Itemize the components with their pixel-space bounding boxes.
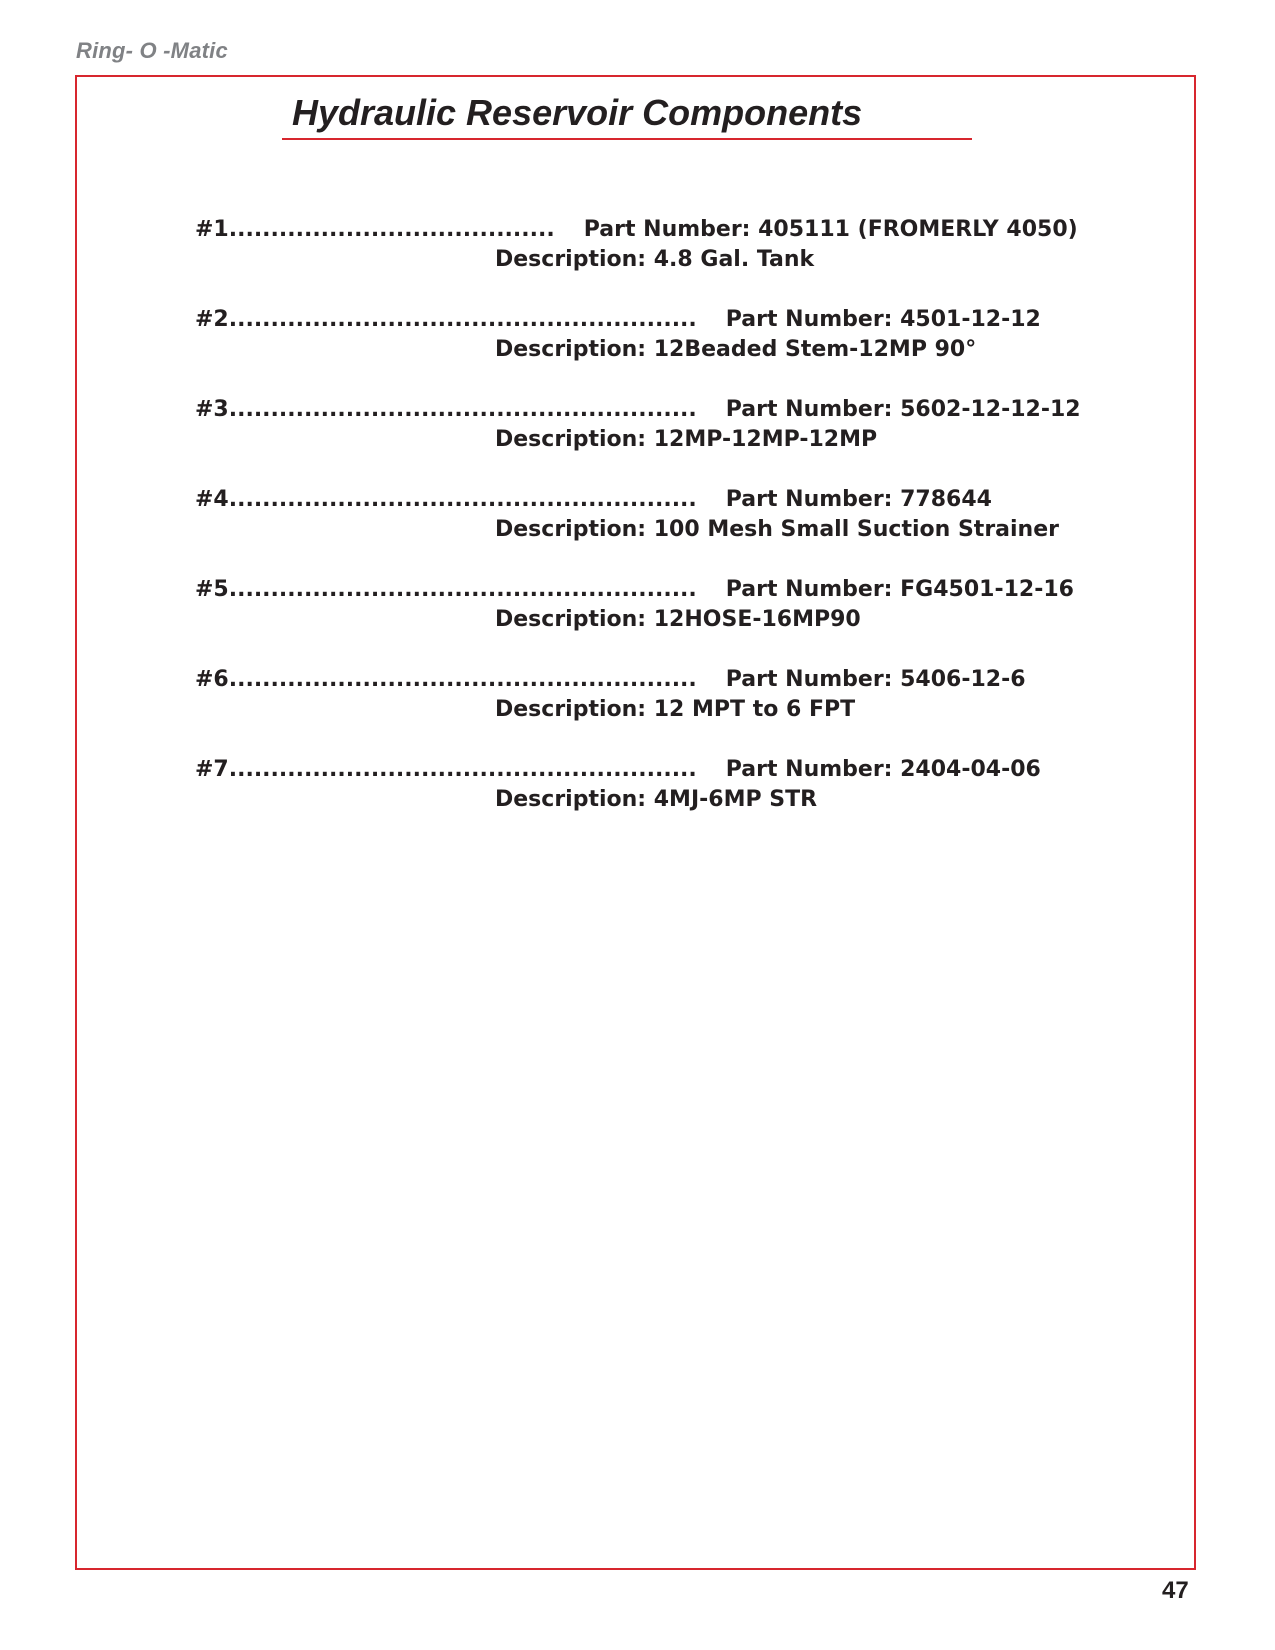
part-item-4 <box>195 486 1155 546</box>
part-description: Description: 12Beaded Stem-12MP 90° <box>495 337 977 362</box>
part-number: Part Number: 4501-12-12 <box>725 307 1041 332</box>
part-description: Description: 4MJ-6MP STR <box>495 787 818 812</box>
item-number: #4 <box>195 487 229 512</box>
item-number: #2 <box>195 307 229 332</box>
part-number: Part Number: 5406-12-6 <box>725 667 1026 692</box>
part-item-7 <box>195 756 1155 816</box>
leader-dots: ........................................................ <box>228 307 697 332</box>
leader-dots: ........................................................ <box>228 487 697 512</box>
page-number: 47 <box>1162 1577 1189 1604</box>
item-number: #3 <box>195 397 229 422</box>
leader-dots: ....................................... <box>228 217 555 242</box>
part-item-3 <box>195 396 1155 456</box>
part-description: Description: 4.8 Gal. Tank <box>495 247 815 272</box>
part-description: Description: 12 MPT to 6 FPT <box>495 697 856 722</box>
part-number: Part Number: 405111 (FROMERLY 4050) <box>583 217 1078 242</box>
part-item-2 <box>195 306 1155 366</box>
item-number: #1 <box>195 217 229 242</box>
part-number: Part Number: FG4501-12-16 <box>725 577 1074 602</box>
brand-header: Ring- O -Matic <box>76 38 228 63</box>
part-item-1 <box>195 216 1155 276</box>
part-item-5 <box>195 576 1155 636</box>
item-number: #6 <box>195 667 229 692</box>
part-description: Description: 12MP-12MP-12MP <box>495 427 878 452</box>
part-number: Part Number: 5602-12-12-12 <box>725 397 1081 422</box>
title-underline <box>282 92 972 140</box>
part-number: Part Number: 2404-04-06 <box>725 757 1041 782</box>
leader-dots: ........................................................ <box>228 577 697 602</box>
leader-dots: ........................................................ <box>228 667 697 692</box>
leader-dots: ........................................................ <box>228 757 697 782</box>
part-number: Part Number: 778644 <box>725 487 992 512</box>
part-item-6 <box>195 666 1155 726</box>
leader-dots: ........................................................ <box>228 397 697 422</box>
item-number: #7 <box>195 757 229 782</box>
part-description: Description: 12HOSE-16MP90 <box>495 607 861 632</box>
page-frame <box>75 75 1196 1570</box>
part-description: Description: 100 Mesh Small Suction Strainer <box>495 517 1059 542</box>
page-title: Hydraulic Reservoir Components <box>292 92 863 133</box>
item-number: #5 <box>195 577 229 602</box>
